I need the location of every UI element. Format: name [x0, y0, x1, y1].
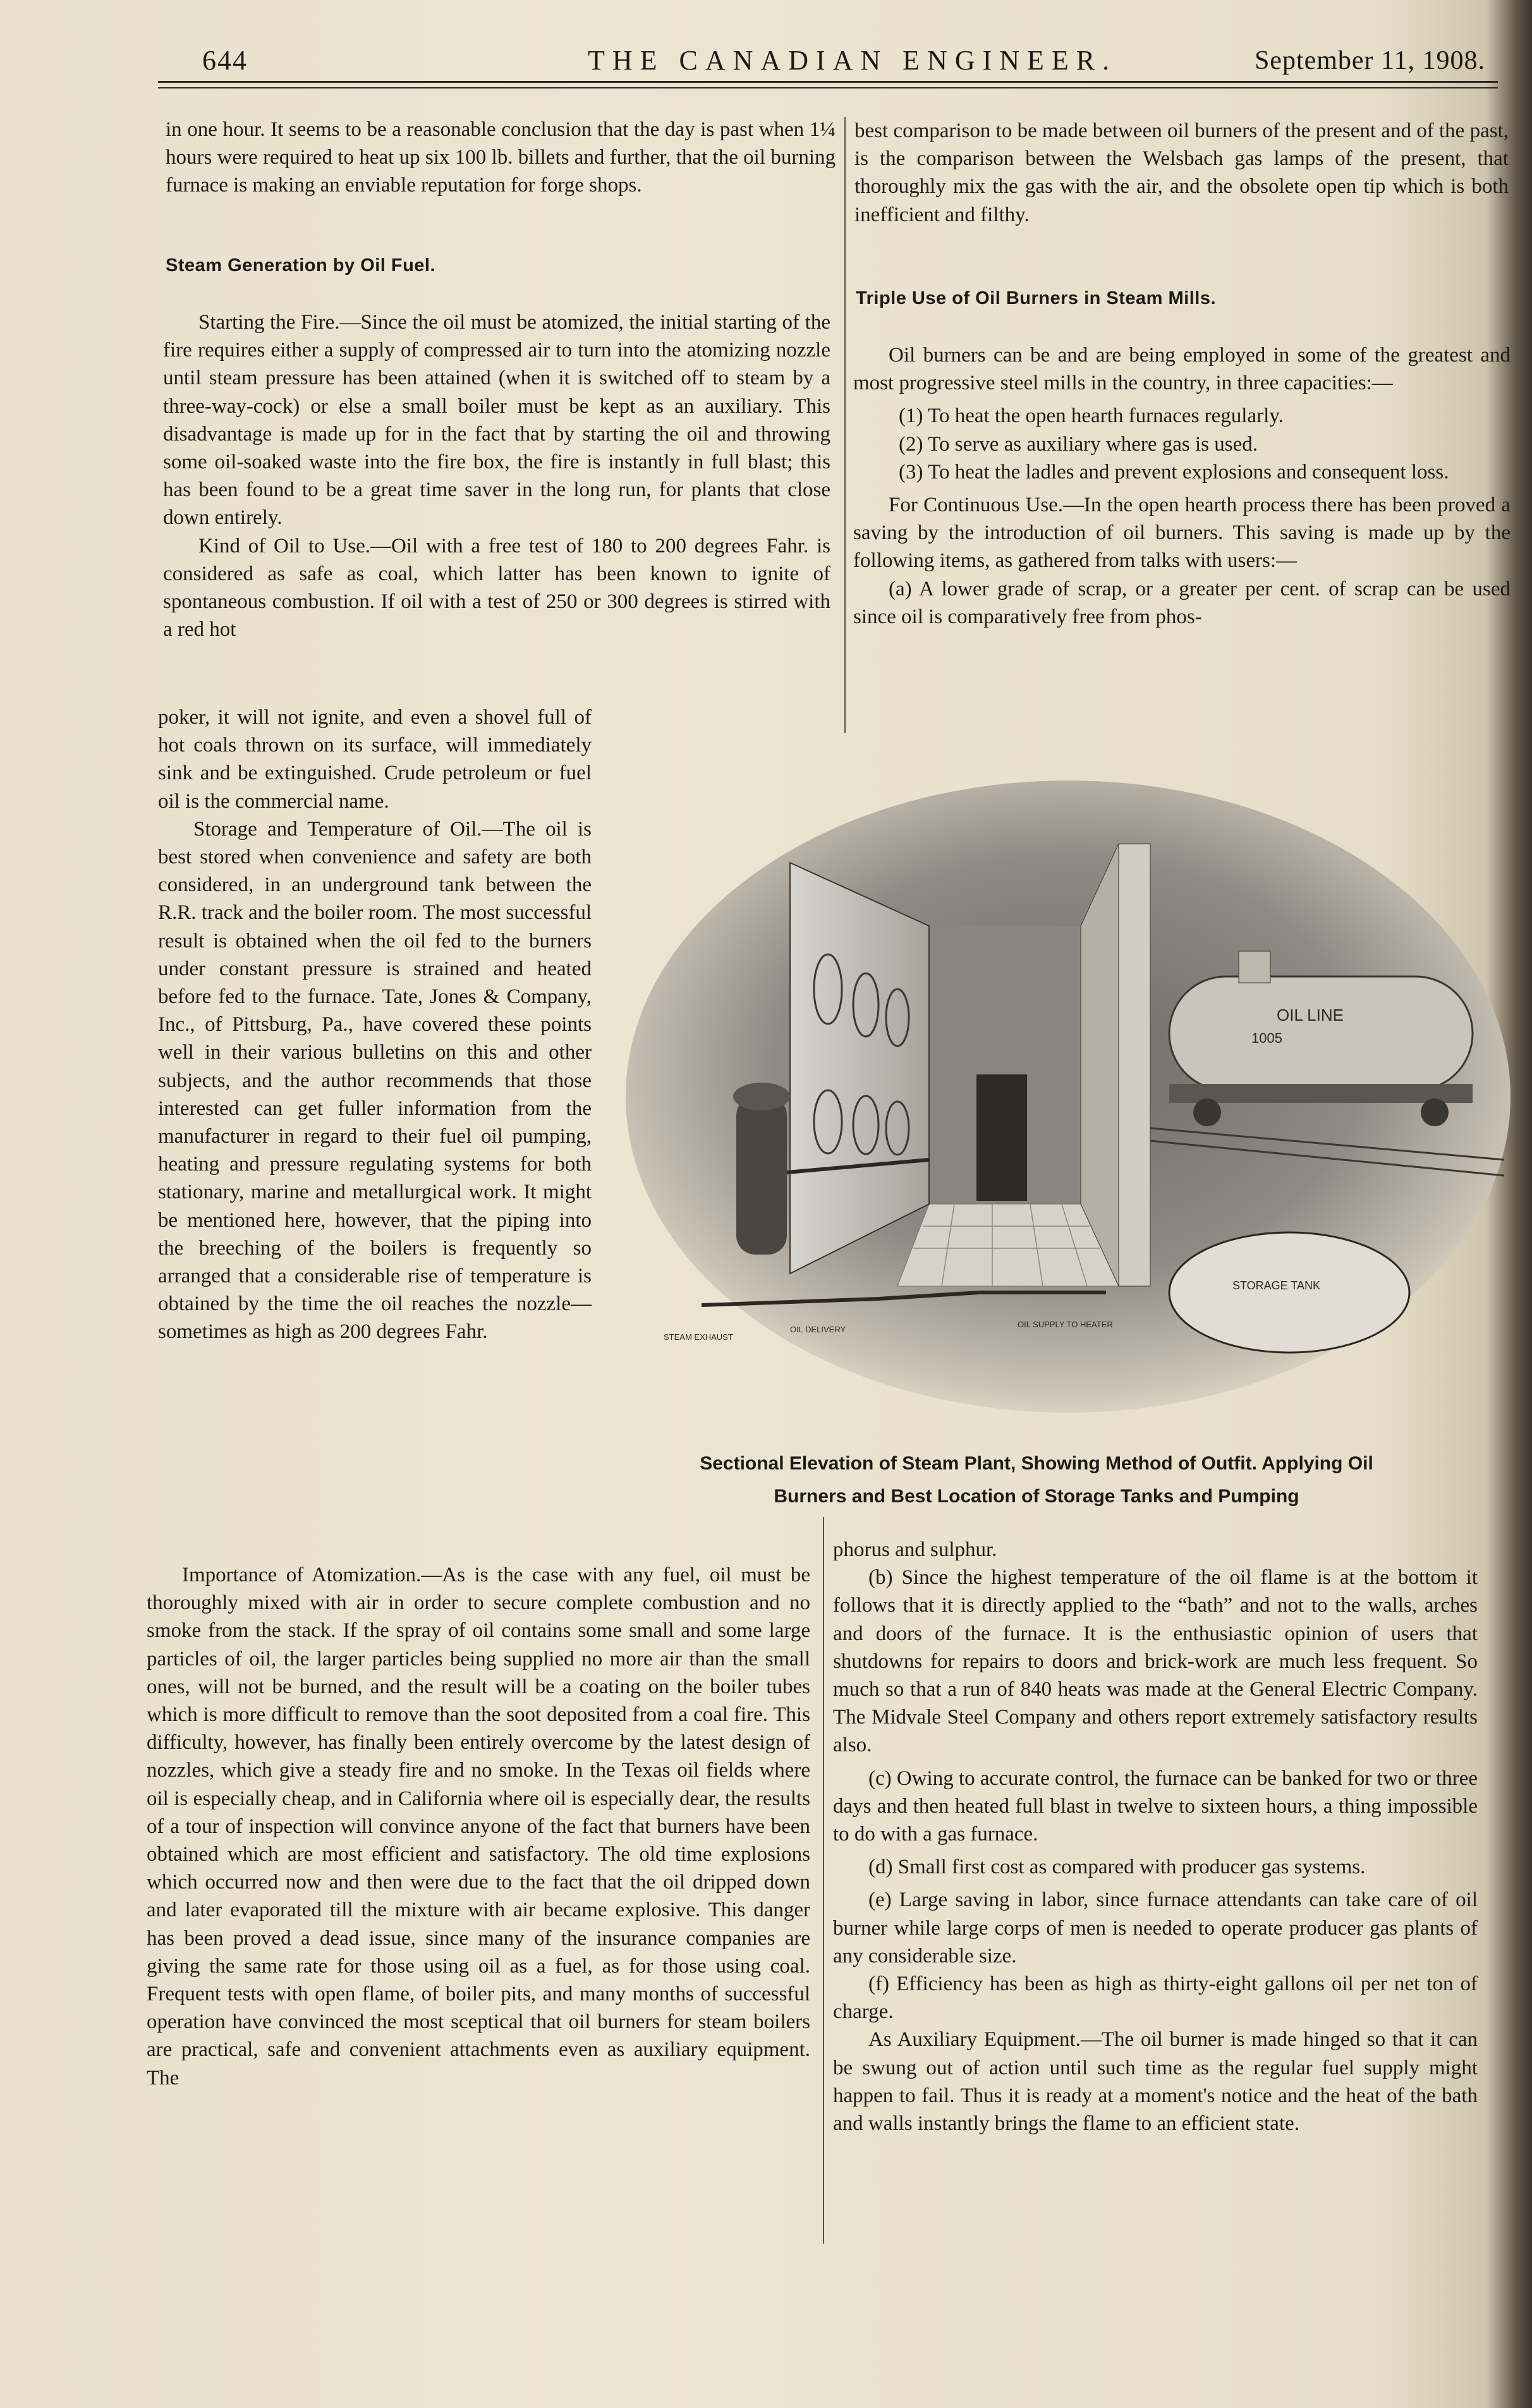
oil-delivery-label: OIL DELIVERY: [790, 1325, 846, 1334]
back-doorway: [976, 1074, 1027, 1201]
left-column-lower: [147, 1561, 810, 2092]
item-a-continued: phorus and sulphur.: [833, 1538, 997, 1561]
capacity-item-2: (2) To serve as auxiliary where gas is used.: [899, 432, 1258, 456]
item-b: (b) Since the highest temperature of the oil flame is at the bottom it follows that it is directly applied to the “bath” and not to the walls, arches and doors of the furnace. It is the enthusiastic opinion of users that shutdowns for repairs to doors and brick-work are much less frequent. So much so that a run of 840 heats was made at the General Electric Company. The Midvale Steel Company and others report extremely satisfactory results also.: [833, 1566, 1478, 1757]
page-number: 644: [202, 45, 248, 76]
steam-plant-illustration: [626, 768, 1511, 1441]
item-e: (e) Large saving in labor, since furnace attendants can take care of oil burner while large corps of men is needed to operate producer gas plants of any considerable size.: [833, 1888, 1478, 1967]
caption-line-1: Sectional Elevation of Steam Plant, Showing Method of Outfit. Applying Oil: [700, 1453, 1373, 1474]
right-column-upper: [854, 117, 1509, 229]
oil-supply-label: OIL SUPPLY TO HEATER: [1018, 1320, 1113, 1329]
item-f: (f) Efficiency has been as high as thirty-eight gallons oil per net ton of charge.: [833, 1973, 1478, 2024]
left-column-narrow: [158, 703, 592, 1346]
column-divider-upper: [844, 117, 846, 733]
paragraph-capacities-intro: Oil burners can be and are being employed in some of the greatest and most progressive steel mills in the country, in three capacities:—: [853, 344, 1511, 395]
column-divider-lower: [823, 1517, 824, 2244]
right-column-lower: [833, 1536, 1478, 2137]
intro-paragraph-left: in one hour. It seems to be a reasonable conclusion that the day is past when 1¼ hours were required to heat up six 100 lb. billets and further, that the oil burning furnace is making an enviable reputation for forge shops.: [166, 118, 836, 197]
oil-tank-car: [1169, 951, 1473, 1126]
steam-plant-drawing: [626, 768, 1511, 1441]
journal-title: THE CANADIAN ENGINEER.: [588, 45, 1117, 76]
paragraph-atomization: Importance of Atomization.—As is the case with any fuel, oil must be thoroughly mixed with air in order to secure complete combustion and no smoke from the stack. If the spray of oil contains some small and some large particles of oil, the larger particles being supplied no more air than the small ones, will not be burned, and the result will be a coating on the boiler tubes which is more difficult to remove than the soot deposited from a coal fire. This difficulty, however, has finally been entirely overcome by the latest design of nozzles, which give a steady fire and no smoke. In the Texas oil fields where oil is especially cheap, and in California where oil is especially dear, the results of a tour of inspection will convince anyone of the fact that burners have been obtained which are most efficient and satisfactory. The old time explosions which occurred now and then were due to the fact that the oil dripped down and later evaporated till the mixture with air became explosive. This danger has been proved a dead issue, since many of the insurance companies are giving the same rate for those using oil as a fuel, as for those using coal. Frequent tests with open flame, of boiler pits, and many months of successful operation have convinced the most sceptical that oil burners for steam boilers are practical, safe and convenient attachments even as auxiliary equipment. The: [147, 1564, 810, 2089]
capacity-item-3: (3) To heat the ladles and prevent explosions and consequent loss.: [899, 460, 1449, 483]
header-rule-bottom: [158, 87, 1498, 88]
capacity-item-1: (1) To heat the open hearth furnaces regularly.: [899, 404, 1284, 428]
tiled-floor: [897, 1204, 1119, 1286]
right-column-triple-use: [853, 341, 1511, 631]
underground-storage-tank: [1169, 1232, 1409, 1353]
steam-exhaust-label: STEAM EXHAUST: [664, 1332, 733, 1342]
paragraph-continuous-use: For Continuous Use.—In the open hearth process there has been proved a saving by the introduction of oil burners. This saving is made up by the following items, as gathered from talks with users:—: [853, 494, 1511, 573]
caption-line-2: Burners and Best Location of Storage Tanks and Pumping: [774, 1486, 1299, 1507]
header-rule-top: [158, 81, 1498, 83]
storage-tank-label: STORAGE TANK: [1232, 1279, 1321, 1292]
paragraph-kind-of-oil-cont: poker, it will not ignite, and even a shovel full of hot coals thrown on its surface, will immediately sink and be extinguished. Crude petroleum or fuel oil is the commercial name.: [158, 706, 592, 813]
item-d: (d) Small first cost as compared with producer gas systems.: [868, 1856, 1366, 1879]
item-c: (c) Owing to accurate control, the furnace can be banked for two or three days and then heated full blast in twelve to sixteen hours, a thing impossible to do with a gas furnace.: [833, 1766, 1478, 1846]
paragraph-kind-of-oil: Kind of Oil to Use.—Oil with a free test of 180 to 200 degrees Fahr. is considered as safe as coal, which latter has been known to ignite of spontaneous combustion. If oil with a test of 250 or 300 degrees is stirred with a red hot: [163, 534, 830, 642]
paragraph-auxiliary: As Auxiliary Equipment.—The oil burner is made hinged so that it can be swung out of action until such time as the regular fuel supply might happen to fail. Thus it is ready at a moment's notice and the heat of the bath and walls instantly brings the flame to an efficient state.: [833, 2028, 1478, 2136]
page-header: [152, 39, 1504, 83]
tank-car-line-label: OIL LINE: [1277, 1006, 1344, 1025]
tank-car-number: 1005: [1251, 1030, 1282, 1046]
paragraph-storage: Storage and Temperature of Oil.—The oil is best stored when convenience and safety are both considered, in an underground tank between the R.R. track and the boiler room. The most successful result is obtained when the oil fed to the burners under constant pressure is strained and heated before fed to the furnace. Tate, Jones & Company, Inc., of Pittsburg, Pa., have covered these points well in their various bulletins on this and other subjects, and the author recommends that those interested can get fuller information from the manufacturer in regard to their fuel oil pumping, heating and pressure regulating systems for both stationary, marine and metallurgical work. It might be mentioned here, however, that the piping into the breeching of the boilers is frequently so arranged that a considerable rise of temperature is obtained by the time the oil reaches the nozzle—sometimes as high as 200 degrees Fahr.: [158, 817, 592, 1344]
paragraph-starting-fire: Starting the Fire.—Since the oil must be atomized, the initial starting of the fire requires either a supply of compressed air to turn into the atomizing nozzle until steam pressure has been attained (when it is switched off to steam by a three-way-cock) or else a small boiler must be kept as an auxiliary. This disadvantage is made up for in the fact that by starting the oil and throwing some oil-soaked waste into the fire box, the fire is instantly in full blast; this has been found to be a great time saver in the long run, for plants that close down entirely.: [163, 311, 830, 530]
wall-column: [1119, 844, 1150, 1286]
intro-paragraph-right: best comparison to be made between oil burners of the present and of the past, is the comparison between the Welsbach gas lamps of the present, that thoroughly mix the gas with the air, and the obsolete open tip which is both inefficient and filthy.: [854, 119, 1509, 226]
boiler-bank: [790, 863, 929, 1274]
section-heading-steam-generation: Steam Generation by Oil Fuel.: [166, 255, 436, 276]
section-heading-triple-use: Triple Use of Oil Burners in Steam Mills.: [856, 288, 1217, 308]
issue-date: September 11, 1908.: [1254, 46, 1485, 75]
left-column-starting-fire: [163, 308, 830, 643]
figure-caption: [588, 1447, 1485, 1513]
pump-cap: [733, 1083, 790, 1110]
oil-pump: [736, 1097, 787, 1255]
left-column-upper: [166, 116, 836, 200]
item-a: (a) A lower grade of scrap, or a greater per cent. of scrap can be used since oil is comparatively free from phos-: [853, 577, 1511, 628]
